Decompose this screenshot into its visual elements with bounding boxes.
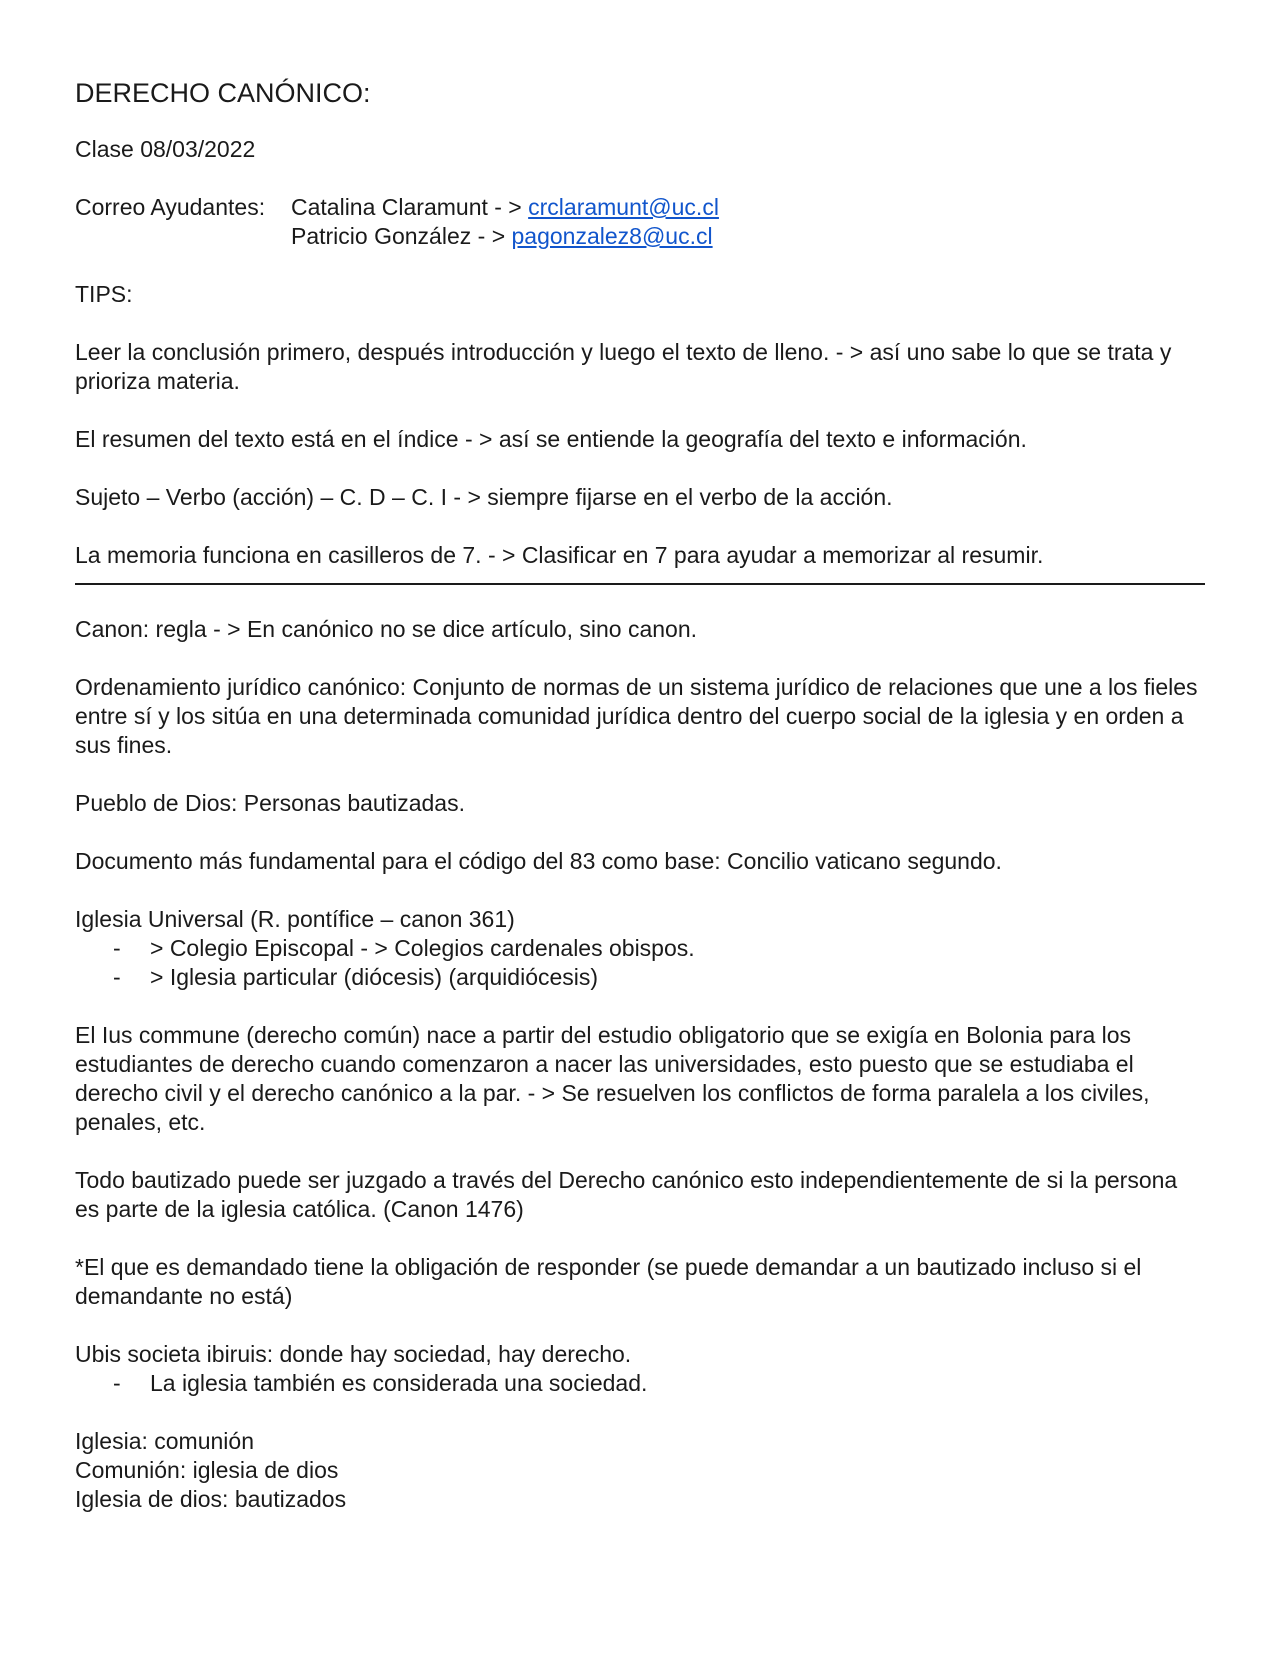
- note-documento: Documento más fundamental para el código del 83 como base: Concilio vaticano segundo.: [75, 848, 1002, 874]
- iglesia-universal-list: [75, 934, 1205, 992]
- tip-2: El resumen del texto está en el índice - > así se entiende la geografía del texto e información.: [75, 426, 1027, 452]
- bullet-dash: -: [113, 1370, 121, 1396]
- contact-email-link-1[interactable]: crclaramunt@uc.cl: [528, 194, 719, 220]
- list-item: [75, 934, 1205, 963]
- definition-line: Iglesia de dios: bautizados: [75, 1486, 347, 1512]
- tip-4: La memoria funciona en casilleros de 7. - > Clasificar en 7 para ayudar a memorizar al resumir.: [75, 542, 1044, 568]
- list-item: [75, 1369, 1205, 1398]
- note-bautizado: Todo bautizado puede ser juzgado a través del Derecho canónico esto independientemente de si la persona es parte de la iglesia católica. (Canon 1476): [75, 1167, 1178, 1222]
- definition-line: Comunión: iglesia de dios: [75, 1457, 339, 1483]
- definitions-block: [75, 1427, 1205, 1514]
- contacts-block: [75, 193, 1205, 251]
- contact-indent: [75, 222, 291, 251]
- contact-row-1: [75, 193, 1205, 222]
- bullet-dash: -: [113, 964, 121, 990]
- bullet-dash: -: [113, 935, 121, 961]
- contact-row-2: [75, 222, 1205, 251]
- iglesia-universal-heading: Iglesia Universal (R. pontífice – canon 361): [75, 906, 515, 932]
- note-pueblo: Pueblo de Dios: Personas bautizadas.: [75, 790, 465, 816]
- note-demandado: *El que es demandado tiene la obligación de responder (se puede demandar a un bautizado incluso si el demandante no está): [75, 1254, 1142, 1309]
- tip-1: Leer la conclusión primero, después introducción y luego el texto de lleno. - > así uno sabe lo que se trata y prioriza materia.: [75, 339, 1172, 394]
- ubis-heading: Ubis societa ibiruis: donde hay sociedad, hay derecho.: [75, 1341, 632, 1367]
- section-divider: [75, 583, 1205, 585]
- note-ordenamiento: Ordenamiento jurídico canónico: Conjunto de normas de un sistema jurídico de relaciones que une a los fieles entre sí y los sitúa en una determinada comunidad jurídica dentro del cuerpo social de la iglesia y en orden a sus fines.: [75, 674, 1198, 758]
- note-ius-commune: El Ius commune (derecho común) nace a partir del estudio obligatorio que se exigía en Bolonia para los estudiantes de derecho cuando comenzaron a nacer las universidades, esto puesto que se estudiaba el derecho civil y el derecho canónico a la par. - > Se resuelven los conflictos de forma paralela a los civiles, penales, etc.: [75, 1022, 1150, 1135]
- tip-3: Sujeto – Verbo (acción) – C. D – C. I - > siempre fijarse en el verbo de la acción.: [75, 484, 893, 510]
- document-title: DERECHO CANÓNICO:: [75, 78, 371, 108]
- ubis-list: [75, 1369, 1205, 1398]
- list-item: [75, 963, 1205, 992]
- list-item-text: > Iglesia particular (diócesis) (arquidiócesis): [150, 964, 599, 990]
- contacts-label: Correo Ayudantes:: [75, 194, 272, 220]
- class-date: Clase 08/03/2022: [75, 136, 256, 162]
- list-item-text: La iglesia también es considerada una sociedad.: [150, 1370, 648, 1396]
- contact-name-1: Catalina Claramunt - >: [291, 194, 529, 220]
- contact-name-2: Patricio González - >: [291, 223, 512, 249]
- contact-email-link-2[interactable]: pagonzalez8@uc.cl: [511, 223, 713, 249]
- note-canon: Canon: regla - > En canónico no se dice artículo, sino canon.: [75, 616, 698, 642]
- tips-heading: TIPS:: [75, 281, 133, 307]
- definition-line: Iglesia: comunión: [75, 1428, 254, 1454]
- list-item-text: > Colegio Episcopal - > Colegios cardenales obispos.: [150, 935, 695, 961]
